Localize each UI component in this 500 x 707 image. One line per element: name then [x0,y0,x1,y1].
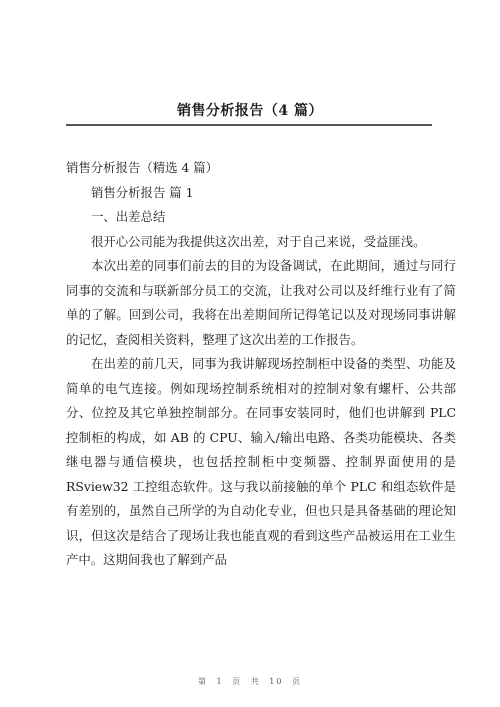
page-footer: 第 1 页 共 10 页 [198,677,302,686]
section-heading: 销售分析报告 篇 1 [91,184,194,200]
document-title: 销售分析报告（4 篇） [176,103,324,119]
paragraph: 很开心公司能为我提供这次出差，对于自己来说，受益匪浅。 [91,233,426,249]
heading-1: 一、出差总结 [91,209,166,224]
paragraph: 本次出差的同事们前去的目的为设备调试，在此期间，通过与同行同事的交流和与联新部分员工的交流，让我对公司以及纤维行业有了简单的了解。回到公司，我将在出差期间所记得笔记以及对现场同事讲解的记忆，查阅相关资料，整理了这次出差的工作报告。 [66,258,456,347]
document-body [66,150,456,573]
paragraph: 在出差的前几天，同事为我讲解现场控制柜中设备的类型、功能及简单的电气连接。例如现场控制系统相对的控制对象有螺杆、公共部分、位控及其它单独控制部分。在同事安装同时，他们也讲解到 PLC 控制柜的构成，如 AB 的 CPU、输入/输出电路、各类功能模块、各类继电器与通信模块，也包括控制柜中变频器、控制界面使用的是 RSview32 工控组态软件。这与我以前接触的单个 PLC 和组态软件是有差别的，虽然自己所学的为自动化专业，但也只是具备基础的理论知识，但这次是结合了现场让我也能直观的看到这些产品被运用在工业生产中。这期间我也了解到产品 [66,356,456,567]
document-subtitle: 销售分析报告（精选 4 篇） [66,160,219,175]
title-divider [66,124,432,126]
